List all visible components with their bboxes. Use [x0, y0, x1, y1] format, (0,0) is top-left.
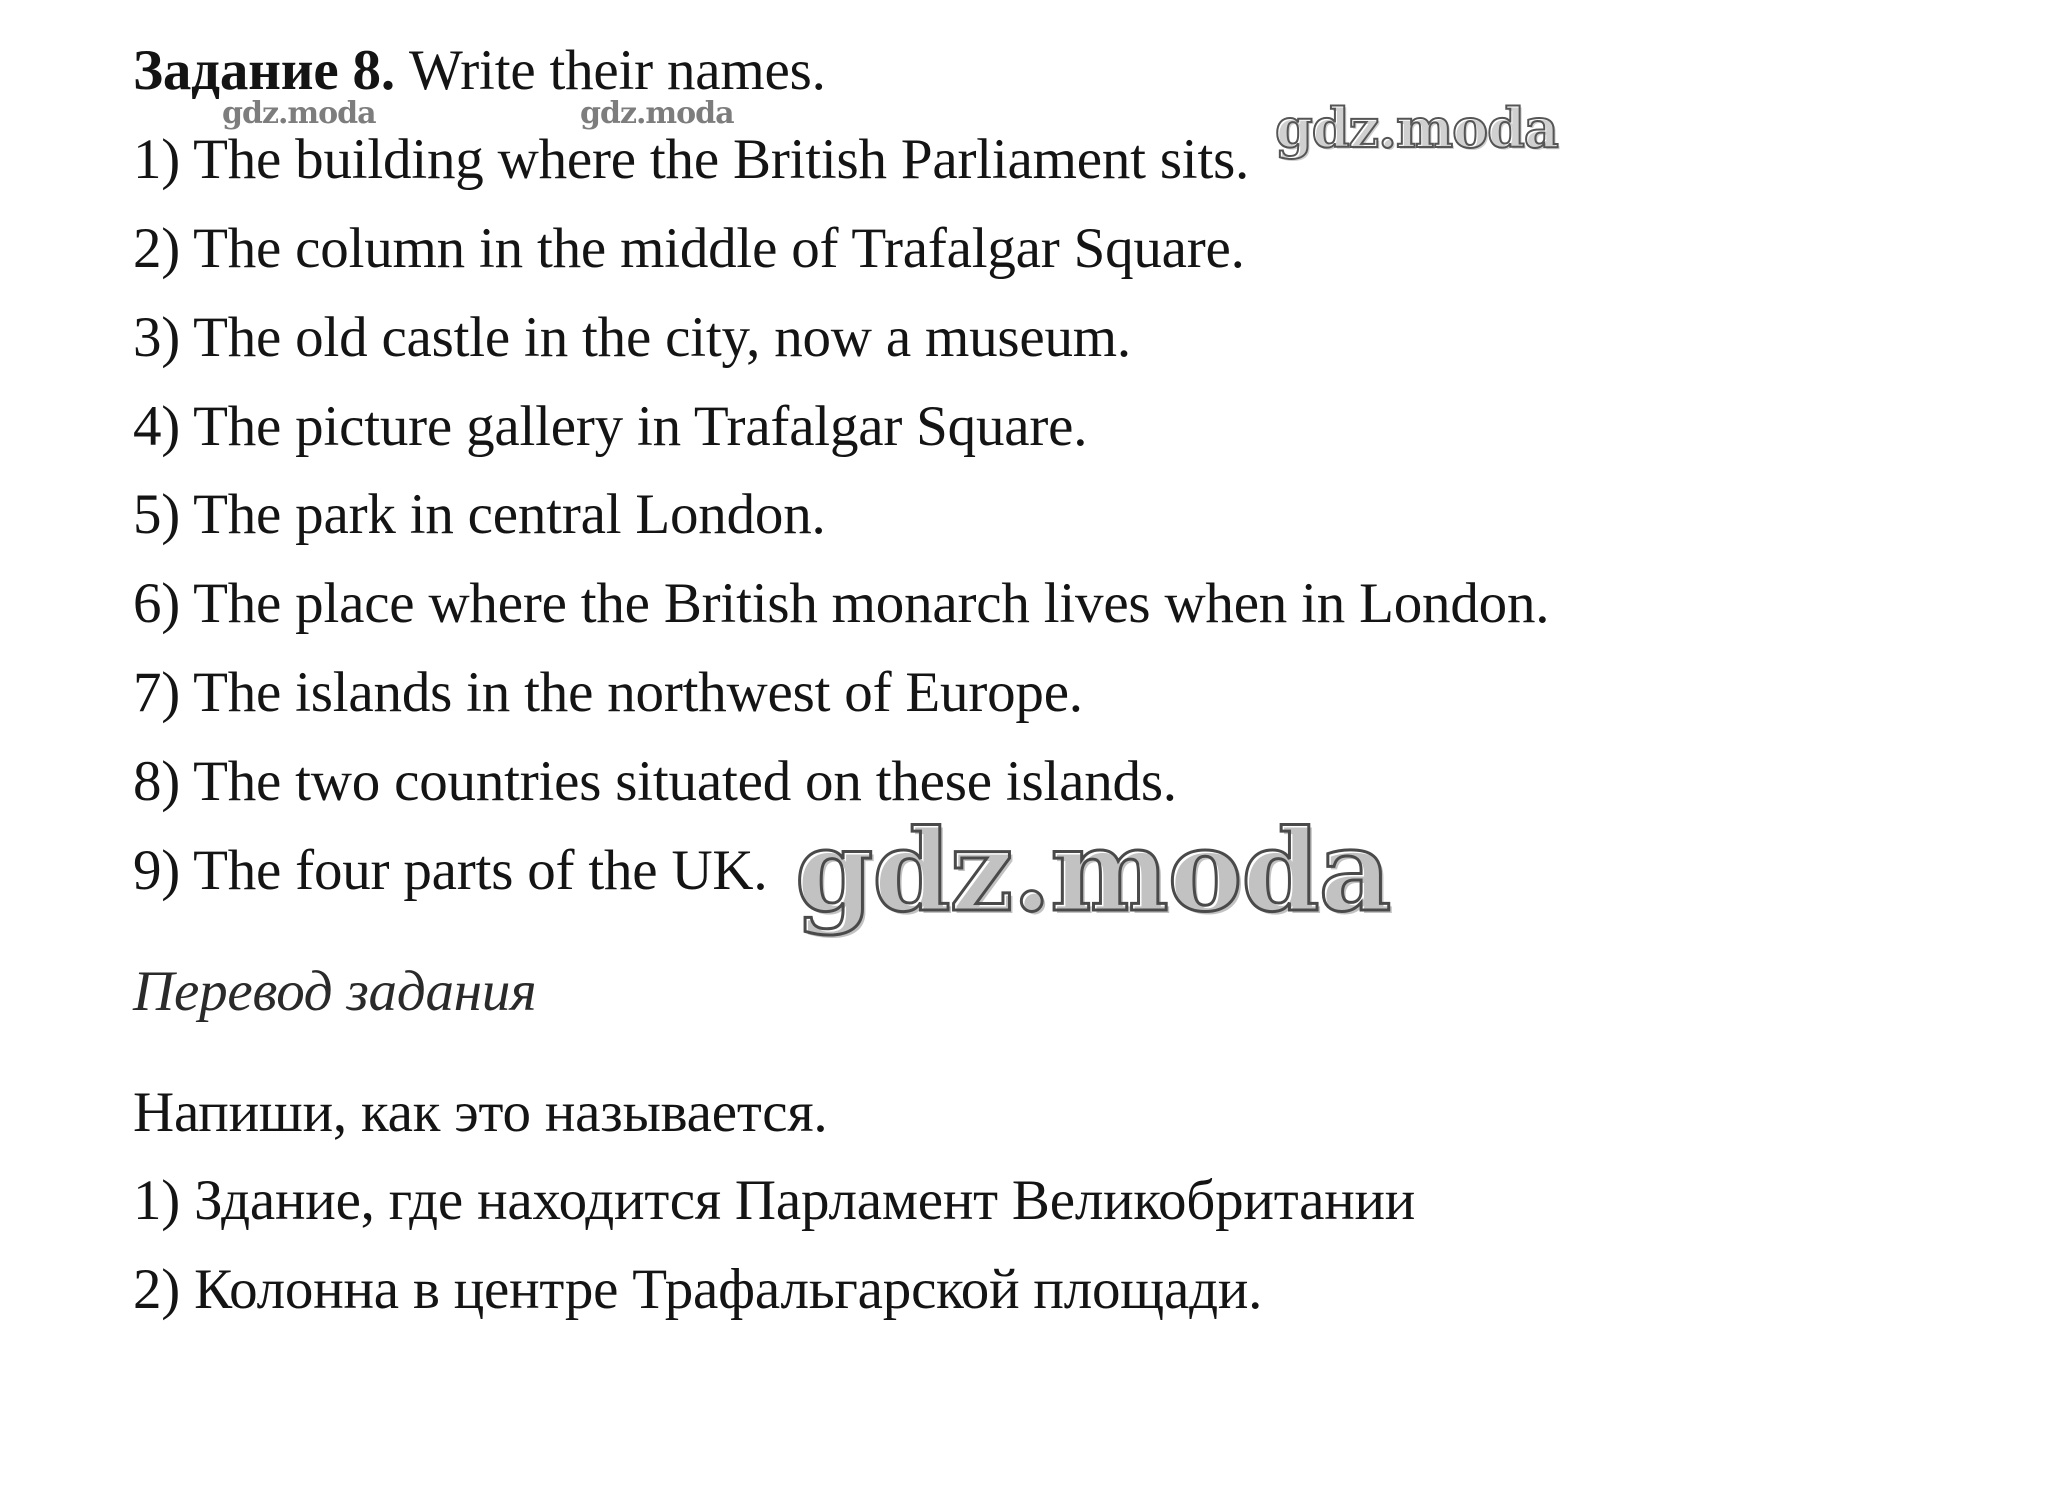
task-title [133, 38, 826, 104]
task-item-8: 8) The two countries situated on these islands. [133, 750, 1177, 813]
task-item-6: 6) The place where the British monarch lives when in London. [133, 572, 1550, 635]
watermark-medium: gdz.moda [1275, 96, 1558, 160]
translation-heading: Перевод задания [133, 960, 537, 1023]
watermark-small-2: gdz.moda [580, 96, 734, 131]
task-item-7: 7) The islands in the northwest of Europe. [133, 661, 1083, 724]
task-instruction: Write their names. [394, 39, 826, 102]
watermark-large: gdz.moda [795, 806, 1391, 937]
task-item-1: 1) The building where the British Parliament sits. [133, 128, 1250, 191]
translation-item-1: 1) Здание, где находится Парламент Великобритании [133, 1169, 1416, 1232]
task-item-9: 9) The four parts of the UK. [133, 839, 768, 902]
task-item-3: 3) The old castle in the city, now a museum. [133, 306, 1131, 369]
task-number: Задание 8. [133, 39, 395, 102]
task-item-2: 2) The column in the middle of Trafalgar Square. [133, 217, 1245, 280]
translation-intro: Напиши, как это называется. [133, 1081, 828, 1144]
translation-item-2: 2) Колонна в центре Трафальгарской площади. [133, 1258, 1263, 1321]
task-item-4: 4) The picture gallery in Trafalgar Square. [133, 395, 1088, 458]
task-item-5: 5) The park in central London. [133, 483, 826, 546]
watermark-small-1: gdz.moda [222, 96, 376, 131]
